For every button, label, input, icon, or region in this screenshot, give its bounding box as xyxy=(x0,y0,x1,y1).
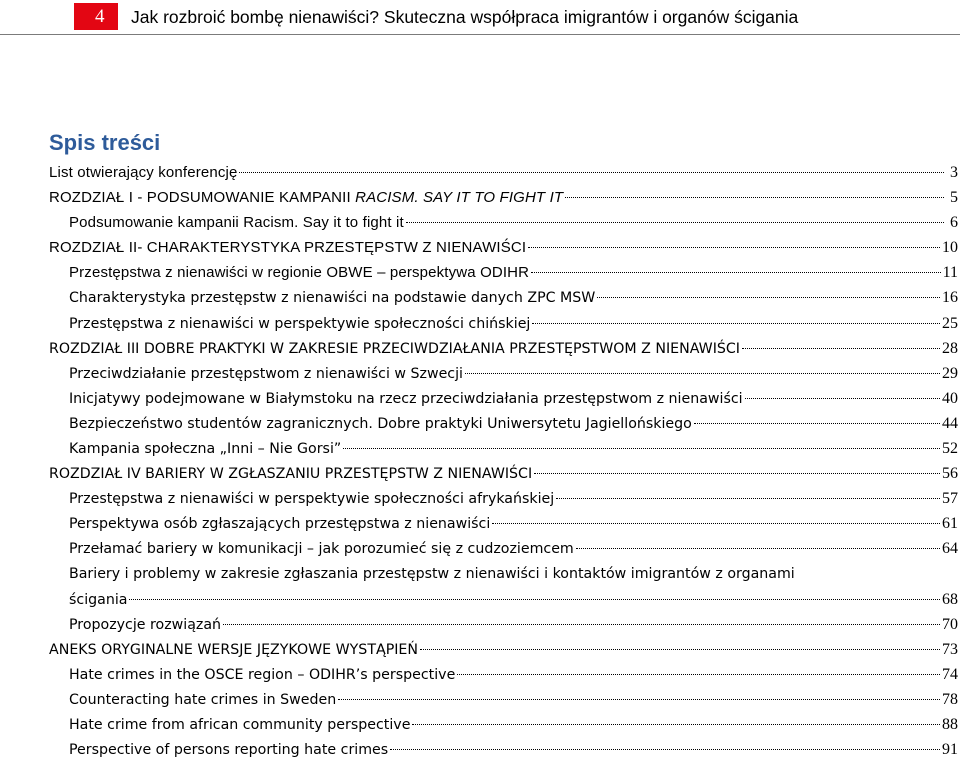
toc-entry[interactable] xyxy=(49,737,958,762)
toc-entry-continuation[interactable] xyxy=(49,587,958,612)
toc-entry-page: 16 xyxy=(942,289,958,307)
toc-leader-dots xyxy=(129,598,940,600)
toc-entry-page: 70 xyxy=(942,615,958,633)
toc-leader-dots xyxy=(457,673,940,675)
toc-entry-title: Perspective of persons reporting hate crimes xyxy=(69,742,389,759)
toc-entry-title: Perspektywa osób zgłaszających przestępstwa z nienawiści xyxy=(69,516,491,533)
toc-entry-title: ROZDZIAŁ III DOBRE PRAKTYKI W ZAKRESIE PRZECIWDZIAŁANIA PRZESTĘPSTWOM Z NIENAWIŚCI xyxy=(49,340,740,357)
toc-leader-dots xyxy=(742,347,940,349)
toc-leader-dots xyxy=(338,698,940,700)
toc-leader-dots xyxy=(223,623,940,625)
toc-entry-page: 56 xyxy=(942,465,958,483)
toc-entry[interactable] xyxy=(49,461,958,486)
toc-entry-title: ROZDZIAŁ IV BARIERY W ZGŁASZANIU PRZESTĘPSTW Z NIENAWIŚCI xyxy=(49,466,533,483)
toc-entry-title: ROZDZIAŁ II- CHARAKTERYSTYKA PRZESTĘPSTW Z NIENAWIŚCI xyxy=(49,239,527,257)
toc-leader-dots xyxy=(745,397,940,399)
toc-leader-dots xyxy=(576,547,940,549)
toc-entry-page: 74 xyxy=(942,665,958,683)
toc-leader-dots xyxy=(532,322,940,324)
toc-leader-dots xyxy=(390,748,940,750)
toc-entry[interactable] xyxy=(49,386,958,411)
toc-entry-page: 44 xyxy=(942,414,958,432)
toc-leader-dots xyxy=(406,221,944,223)
toc-entry[interactable] xyxy=(49,486,958,511)
toc-entry-title: Charakterystyka przestępstw z nienawiści na podstawie danych ZPC MSW xyxy=(69,290,596,307)
toc-leader-dots xyxy=(412,723,940,725)
toc-entry-title: ANEKS ORYGINALNE WERSJE JĘZYKOWE WYSTĄPIEŃ xyxy=(49,641,419,658)
toc-entry-first-line[interactable] xyxy=(49,562,958,587)
toc-leader-dots xyxy=(239,171,944,173)
toc-leader-dots xyxy=(556,497,940,499)
toc-leader-dots xyxy=(565,196,944,198)
toc-entry[interactable] xyxy=(49,260,958,285)
toc-entry[interactable] xyxy=(49,311,958,336)
toc-entry-title: Inicjatywy podejmowane w Białymstoku na rzecz przeciwdziałania przestępstwom z nienawiści xyxy=(69,390,743,407)
toc-entry[interactable] xyxy=(49,411,958,436)
toc-entry-title: Przeciwdziałanie przestępstwom z nienawiści w Szwecji xyxy=(69,365,463,382)
toc-entry-title: Przestępstwa z nienawiści w perspektywie społeczności afrykańskiej xyxy=(69,491,555,508)
toc-entry[interactable] xyxy=(49,612,958,637)
page-header xyxy=(0,0,960,35)
toc-entry-page: 40 xyxy=(942,389,958,407)
toc-entry[interactable] xyxy=(49,687,958,712)
toc-entry-title: Hate crimes in the OSCE region – ODIHR’s perspective xyxy=(69,666,456,683)
toc-entry-page: 88 xyxy=(942,716,958,734)
toc-entry[interactable] xyxy=(49,361,958,386)
toc-entry[interactable] xyxy=(49,160,958,185)
toc-entry-page: 73 xyxy=(942,640,958,658)
toc-entry[interactable] xyxy=(49,336,958,361)
toc-entry-page: 6 xyxy=(950,214,958,232)
toc-entry-page: 57 xyxy=(942,490,958,508)
toc-entry-page: 52 xyxy=(942,440,958,458)
toc-entry-page: 61 xyxy=(942,515,958,533)
toc-entry-page: 64 xyxy=(942,540,958,558)
toc-leader-dots xyxy=(465,372,940,374)
toc-heading: Spis treści xyxy=(49,130,161,155)
toc-entry-page: 10 xyxy=(942,239,958,257)
toc-entry-title: Bariery i problemy w zakresie zgłaszania przestępstw z nienawiści i kontaktów imigrantów z organami xyxy=(69,565,795,582)
toc-entry-title-continued: ścigania xyxy=(69,591,128,608)
toc-entry-title: Przestępstwa z nienawiści w perspektywie społeczności chińskiej xyxy=(69,315,531,332)
toc-entry[interactable] xyxy=(49,285,958,310)
toc-entry-title: Podsumowanie kampanii Racism. Say it to fight it xyxy=(69,214,404,232)
toc-entry[interactable] xyxy=(49,511,958,536)
toc-entry-page: 5 xyxy=(950,189,958,207)
toc-entry-page: 29 xyxy=(942,364,958,382)
toc-leader-dots xyxy=(343,447,940,449)
toc-leader-dots xyxy=(534,472,940,474)
toc-entry-title: Kampania społeczna „Inni – Nie Gorsi” xyxy=(69,441,342,458)
toc-entry[interactable] xyxy=(49,662,958,687)
toc-entry-title: List otwierający konferencję xyxy=(49,164,238,181)
toc-entry[interactable] xyxy=(49,712,958,737)
toc-entry-title-main: ROZDZIAŁ I - PODSUMOWANIE KAMPANII xyxy=(49,189,356,207)
toc-entry-title: Propozycje rozwiązań xyxy=(69,616,222,633)
page-number-badge: 4 xyxy=(74,3,118,30)
toc-entry[interactable] xyxy=(49,185,958,210)
toc-entry-page: 28 xyxy=(942,339,958,357)
toc-entry-title-italic: RACISM. SAY IT TO FIGHT IT xyxy=(355,189,564,207)
table-of-contents xyxy=(49,160,958,762)
toc-leader-dots xyxy=(531,271,940,273)
toc-entry[interactable] xyxy=(49,436,958,461)
toc-leader-dots xyxy=(597,296,940,298)
toc-entry-title: Hate crime from african community perspective xyxy=(69,717,411,734)
toc-entry-page: 3 xyxy=(950,164,958,181)
toc-leader-dots xyxy=(694,422,940,424)
toc-entry[interactable] xyxy=(49,235,958,260)
toc-entry-title: Counteracting hate crimes in Sweden xyxy=(69,691,337,708)
toc-entry-page: 68 xyxy=(942,590,958,608)
toc-entry-page: 25 xyxy=(942,314,958,332)
toc-entry-page: 78 xyxy=(942,690,958,708)
toc-entry-title: Przestępstwa z nienawiści w regionie OBWE – perspektywa ODIHR xyxy=(69,264,530,282)
toc-entry[interactable] xyxy=(49,210,958,235)
toc-entry-title: Przełamać bariery w komunikacji – jak porozumieć się z cudzoziemcem xyxy=(69,541,574,558)
toc-entry-title xyxy=(49,185,563,210)
toc-leader-dots xyxy=(528,246,940,248)
toc-leader-dots xyxy=(420,648,940,650)
toc-entry[interactable] xyxy=(49,637,958,662)
toc-entry-page: 91 xyxy=(942,741,958,759)
toc-entry[interactable] xyxy=(49,536,958,561)
toc-entry-title: Bezpieczeństwo studentów zagranicznych. Dobre praktyki Uniwersytetu Jagiellońskiego xyxy=(69,415,692,432)
toc-entry-page: 11 xyxy=(942,264,958,282)
toc-leader-dots xyxy=(492,522,940,524)
running-title: Jak rozbroić bombę nienawiści? Skuteczna współpraca imigrantów i organów ścigania xyxy=(131,7,799,27)
